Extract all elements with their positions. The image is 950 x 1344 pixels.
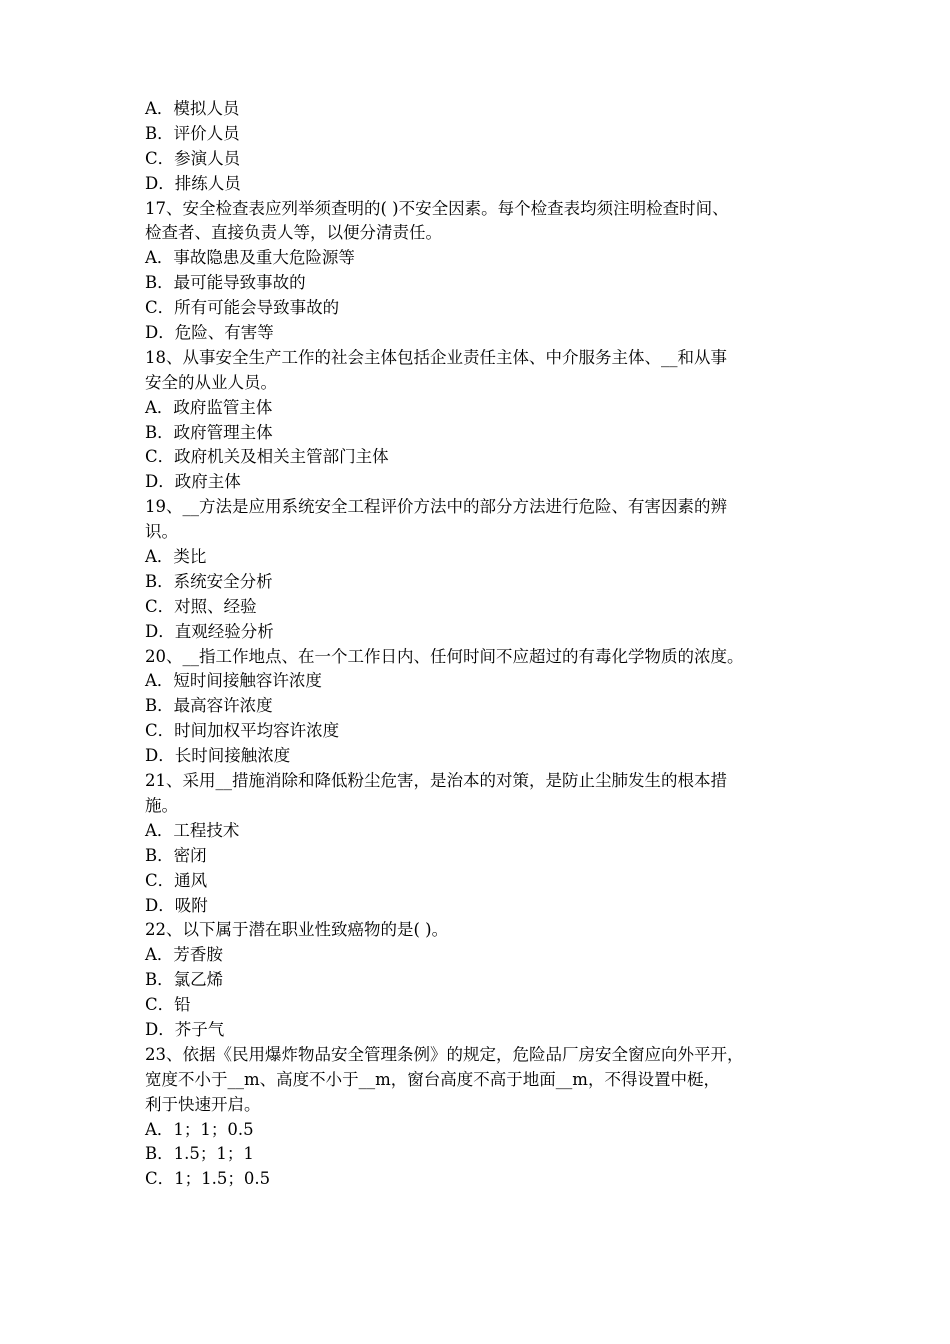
option-line: C．参演人员: [145, 148, 241, 168]
question-17-text: 17、安全检查表应列举须查明的( )不安全因素。每个检查表均须注明检查时间、: [145, 198, 729, 218]
option-line: B．评价人员: [145, 123, 240, 143]
question-23-text: 23、依据《民用爆炸物品安全管理条例》的规定，危险品厂房安全窗应向外平开，: [145, 1044, 744, 1064]
option-line: B．最可能导致事故的: [145, 273, 306, 293]
question-23-text-cont: 利于快速开启。: [145, 1094, 261, 1114]
option-line: B．系统安全分析: [145, 571, 273, 591]
question-19-text-cont: 识。: [145, 522, 178, 542]
option-line: A．类比: [145, 547, 207, 567]
option-line: D．排练人员: [145, 173, 241, 193]
question-19-text: 19、__方法是应用系统安全工程评价方法中的部分方法进行危险、有害因素的辨: [145, 497, 727, 517]
option-line: C．通风: [145, 870, 208, 890]
option-line: A．1；1；0.5: [145, 1119, 254, 1139]
question-21-text: 21、采用__措施消除和降低粉尘危害，是治本的对策，是防止尘肺发生的根本措: [145, 771, 727, 791]
option-line: C．1；1.5；0.5: [145, 1169, 271, 1189]
question-23-text-cont: 宽度不小于__m、高度不小于__m，窗台高度不高于地面__m，不得设置中梃，: [145, 1069, 720, 1089]
option-line: B．政府管理主体: [145, 422, 273, 442]
option-line: A．政府监管主体: [145, 397, 273, 417]
option-line: C．时间加权平均容许浓度: [145, 721, 340, 741]
option-line: B．密闭: [145, 845, 207, 865]
option-line: A．事故隐患及重大危险源等: [145, 248, 355, 268]
question-20-text: 20、__指工作地点、在一个工作日内、任何时间不应超过的有毒化学物质的浓度。: [145, 646, 744, 666]
option-line: C．所有可能会导致事故的: [145, 298, 340, 318]
option-line: D．直观经验分析: [145, 621, 274, 641]
option-line: D．长时间接触浓度: [145, 746, 291, 766]
option-line: B．氯乙烯: [145, 970, 224, 990]
document-body: [145, 97, 810, 1192]
option-line: A．工程技术: [145, 820, 240, 840]
option-line: C．对照、经验: [145, 596, 257, 616]
question-18-text: 18、从事安全生产工作的社会主体包括企业责任主体、中介服务主体、__和从事: [145, 347, 727, 367]
option-line: B．最高容许浓度: [145, 696, 273, 716]
option-line: C．政府机关及相关主管部门主体: [145, 447, 389, 467]
question-18-text-cont: 安全的从业人员。: [145, 372, 277, 392]
option-line: C．铅: [145, 995, 191, 1015]
option-line: D．危险、有害等: [145, 323, 274, 343]
option-line: D．政府主体: [145, 472, 241, 492]
option-line: A．芳香胺: [145, 945, 223, 965]
option-line: A．模拟人员: [145, 99, 240, 118]
question-22-text: 22、以下属于潜在职业性致癌物的是( )。: [145, 920, 449, 940]
option-line: A．短时间接触容许浓度: [145, 671, 322, 691]
question-21-text-cont: 施。: [145, 795, 178, 815]
option-line: B．1.5；1；1: [145, 1144, 254, 1164]
question-17-text-cont: 检查者、直接负责人等，以便分清责任。: [145, 223, 442, 243]
option-line: D．吸附: [145, 895, 208, 915]
option-line: D．芥子气: [145, 1019, 225, 1039]
